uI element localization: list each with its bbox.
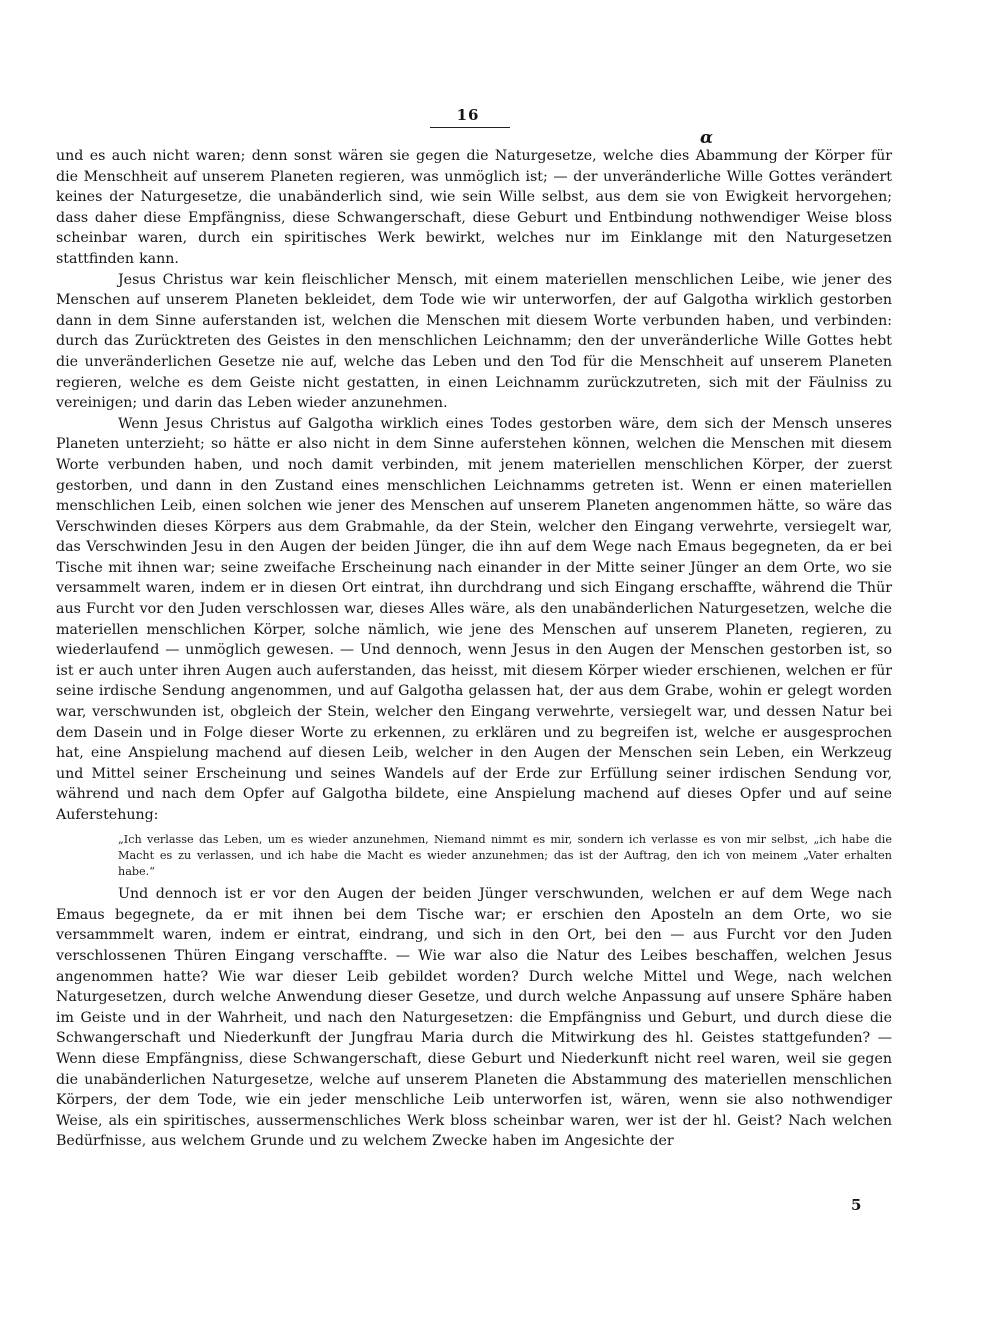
paragraph-galgotha: Wenn Jesus Christus auf Galgotha wirklich eines Todes gestorben wäre, dem sich der Mensch unseres Planeten unterzieht; so hätte er also nicht in dem Sinne auferstehen können, welchen die Menschen mit diesem Worte verbunden haben, und noch damit verbinden, mit jenem materiellen menschlichen Körper, der zuerst gestorben, und dann in den Zustand eines menschlichen Leichnamms getreten ist. Wenn er einen materiellen menschlichen Leib, einen solchen wie jener des Menschen auf unserem Planeten angenommen hätte, so wäre das Verschwinden dieses Körpers aus dem Grabmahle, da der Stein, welcher den Eingang verwehrte, versiegelt war, das Verschwinden Jesu in den Augen der beiden Jünger, die ihn auf dem Wege nach Emaus begegneten, da er bei Tische mit ihnen war; seine zweifache Erscheinung nach einander in der Mitte seiner Jünger an dem Orte, wo sie versammelt waren, indem er in diesen Ort eintrat, ihn durchdrang und sich Eingang erschaffte, während die Thür aus Furcht vor den Juden verschlossen war, dieses Alles wäre, als den unabänderlichen Naturgesetzen, welche die materiellen menschlichen Körper, solche nämlich, wie jene des Menschen auf unserem Planeten, regieren, zu wiederlaufend — unmöglich gewesen. — Und dennoch, wenn Jesus in den Augen der Menschen gestorben ist, so ist er auch unter ihren Augen auch auferstanden, das heisst, mit diesem Körper wieder erschienen, welchen er für seine irdische Sendung angenommen, und auf Galgotha gelassen hat, der aus dem Grabe, wohin er gelegt worden war, verschwunden ist, obgleich der Stein, welcher den Eingang verwehrte, versiegelt war, und dessen Natur bei dem Dasein und in Folge dieser Worte zu erkennen, zu erklären und zu begreifen ist, welche er ausgesprochen hat, eine Anspielung machend auf diesen Leib, welcher in den Augen der Menschen sein Leben, ein Werkzeug und Mittel seiner Erscheinung und seines Wandels auf der Erde zur Erfüllung seiner irdischen Sendung vor, während und nach dem Opfer auf Galgotha bildete, eine Anspielung machend auf dieses Opfer und auf seine Auferstehung: [56,415,892,823]
main-text [56,146,892,1152]
paragraph-jesus-christus: Jesus Christus war kein fleischlicher Mensch, mit einem materiellen menschlichen Leibe, wie jener des Menschen auf unserem Planeten bekleidet, dem Tode wie wir unterworfen, der auf Galgotha wirklich gestorben dann in dem Sinne auferstanden ist, welchen die Menschen mit diesem Worte verbunden haben, und verbinden: durch das Zurücktreten des Geistes in den menschlichen Leichnamm; den der unveränderliche Wille Gottes hebt die unveränderlichen Gesetze nie auf, welche das Leben und den Tod für die Menschheit auf unserem Planeten regieren, welche es dem Geiste nicht gestatten, in einen Leichnamm zurückzutreten, sich mit der Fäulniss zu vereinigen; und darin das Leben wieder anzunehmen. [56,271,892,412]
header-rule [430,127,510,128]
paragraph-continuation: und es auch nicht waren; denn sonst wären sie gegen die Naturgesetze, welche dies Abammung der Körper für die Menschheit auf unserem Planeten regieren, was unmöglich ist; — der unveränderliche Wille Gottes verändert keines der Naturgesetze, die unabänderlich sind, wie sein Wille selbst, aus dem sie von Ewigkeit hervorgehen; dass daher diese Empfängniss, diese Schwangerschaft, diese Geburt und Entbindung nothwendiger Weise bloss scheinbar waren, durch ein spiritisches Werk bewirkt, welches nur im Einklange mit den Naturgesetzen stattfinden kann. [56,148,892,267]
scripture-quote: „Ich verlasse das Leben, um es wieder anzunehmen, Niemand nimmt es mir, sondern ich verlasse es von mir selbst, „ich habe die Macht es zu verlassen, und ich habe die Macht es wieder anzunehmen; das ist der Auftrag, den ich von meinem „Vater erhalten habe.“ [118,832,892,878]
marginal-mark: α [700,128,714,148]
paragraph-closing: Und dennoch ist er vor den Augen der beiden Jünger verschwunden, welchen er auf dem Wege nach Emaus begegnete, da er mit ihnen bei dem Tische war; er erschien den Aposteln an dem Orte, wo sie versammmelt waren, indem er eintrat, eindrang, und sich in den Ort, bei den — aus Furcht vor den Juden verschlossenen Thüren Eingang verschaffte. — Wie war also die Natur des Leibes beschaffen, welchen Jesus angenommen hatte? Wie war dieser Leib gebildet worden? Durch welche Mittel und Wege, nach welchen Naturgesetzen, durch welche Anwendung dieser Gesetze, und durch welche Anpassung auf unsere Sphäre haben im Geiste und in der Wahrheit, und nach den Naturgesetzen: die Empfängniss und Geburt, und durch diese die Schwangerschaft und Niederkunft der Jungfrau Maria durch die Mitwirkung des hl. Geistes stattgefunden? — Wenn diese Empfängniss, diese Schwangerschaft, diese Geburt und Niederkunft nicht reel waren, weil sie gegen die unabänderlichen Naturgesetze, welche auf unserem Planeten die Abstammung des materiellen menschlichen Körpers, der dem Tode, wie ein jeder menschliche Leib unterworfen ist, wären, wenn sie also nothwendiger Weise, als ein spiritisches, aussermenschliches Werk bloss scheinbar waren, wer ist der hl. Geist? Nach welchen Bedürfnisse, aus welchem Grunde und zu welchem Zwecke haben im Angesichte der [56,886,892,1150]
page-number: 16 [456,106,480,124]
signature-mark: 5 [851,1196,862,1214]
